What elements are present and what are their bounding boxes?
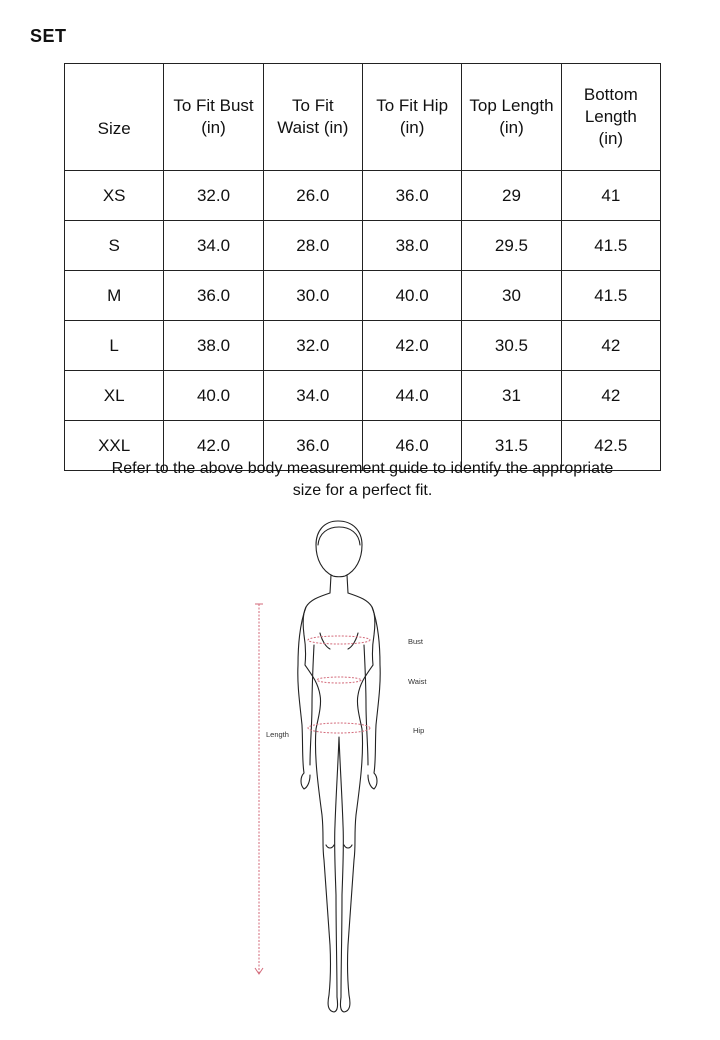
cell-bottom-length: 42: [561, 321, 660, 371]
cell-hip: 46.0: [362, 421, 461, 471]
cell-bust: 36.0: [164, 271, 263, 321]
cell-bust: 38.0: [164, 321, 263, 371]
table-row: [65, 321, 661, 371]
header-hip: [362, 64, 461, 171]
cell-hip: 36.0: [362, 171, 461, 221]
header-size-label: Size: [97, 119, 131, 138]
header-top-length: [462, 64, 561, 171]
header-waist-line1: To Fit: [292, 96, 334, 115]
section-heading: SET: [30, 26, 67, 46]
header-bottom-length-line2: Length: [584, 107, 637, 126]
cell-size: M: [65, 271, 164, 321]
cell-bottom-length: 42.5: [561, 421, 660, 471]
header-waist-line2: Waist (in): [277, 118, 349, 137]
cell-top-length: 30: [462, 271, 561, 321]
cell-top-length: 29.5: [462, 221, 561, 271]
size-chart-table: [64, 63, 661, 471]
header-bust-line2: (in): [201, 118, 226, 137]
cell-hip: 38.0: [362, 221, 461, 271]
cell-top-length: 30.5: [462, 321, 561, 371]
fashion-croquis-illustration: [240, 515, 440, 1025]
cell-size: XXL: [65, 421, 164, 471]
cell-size: XS: [65, 171, 164, 221]
left-arm-inner: [310, 645, 314, 765]
table-row: [65, 371, 661, 421]
header-bottom-length: [561, 64, 660, 171]
header-size: [65, 64, 164, 171]
header-top-length-line1: Top Length: [469, 96, 554, 115]
bust-label: Bust: [408, 637, 424, 646]
cell-waist: 26.0: [263, 171, 362, 221]
torso-right: [348, 593, 375, 729]
header-bottom-length-line1: Bottom: [583, 85, 638, 104]
measurement-caption: [64, 458, 661, 502]
cell-bust: 42.0: [164, 421, 263, 471]
waist-measure-line: [317, 677, 361, 683]
cell-hip: 42.0: [362, 321, 461, 371]
cell-bottom-length: 41: [561, 171, 660, 221]
cell-bust: 32.0: [164, 171, 263, 221]
cell-top-length: 31.5: [462, 421, 561, 471]
cell-waist: 32.0: [263, 321, 362, 371]
right-leg: [340, 729, 362, 1012]
torso-left: [303, 593, 330, 729]
bust-measure-line: [308, 636, 370, 644]
length-label: Length: [266, 730, 289, 739]
header-bottom-length-line3: (in): [598, 129, 624, 148]
header-row: [65, 64, 661, 171]
table-row: [65, 171, 661, 221]
cell-hip: 40.0: [362, 271, 461, 321]
cell-waist: 28.0: [263, 221, 362, 271]
inner-legs: [335, 737, 344, 997]
cell-waist: 30.0: [263, 271, 362, 321]
cell-bottom-length: 41.5: [561, 271, 660, 321]
cell-waist: 36.0: [263, 421, 362, 471]
left-leg: [315, 729, 337, 1012]
neck: [330, 575, 348, 593]
cell-size: XL: [65, 371, 164, 421]
body-measurement-figure: [240, 515, 440, 1025]
hip-label: Hip: [413, 726, 425, 735]
cell-size: S: [65, 221, 164, 271]
right-arm-inner: [364, 645, 368, 765]
header-hip-line2: (in): [399, 118, 425, 137]
caption-line2: size for a perfect fit.: [292, 482, 433, 499]
bust-shape: [320, 633, 358, 649]
cell-hip: 44.0: [362, 371, 461, 421]
caption-line1: Refer to the above body measurement guide to identify the appropriate: [111, 460, 614, 477]
header-bust: [164, 64, 263, 171]
head-outline: [316, 521, 362, 577]
header-waist: [263, 64, 362, 171]
waist-label: Waist: [408, 677, 427, 686]
table-row: [65, 221, 661, 271]
cell-top-length: 29: [462, 171, 561, 221]
cell-bottom-length: 42: [561, 371, 660, 421]
cell-bust: 40.0: [164, 371, 263, 421]
hairline: [318, 527, 360, 545]
header-bust-line1: To Fit Bust: [173, 96, 254, 115]
cell-size: L: [65, 321, 164, 371]
knees: [326, 845, 352, 848]
header-top-length-line2: (in): [499, 118, 524, 137]
cell-waist: 34.0: [263, 371, 362, 421]
cell-bust: 34.0: [164, 221, 263, 271]
header-hip-line1: To Fit Hip: [376, 96, 449, 115]
table-row: [65, 271, 661, 321]
cell-top-length: 31: [462, 371, 561, 421]
cell-bottom-length: 41.5: [561, 221, 660, 271]
